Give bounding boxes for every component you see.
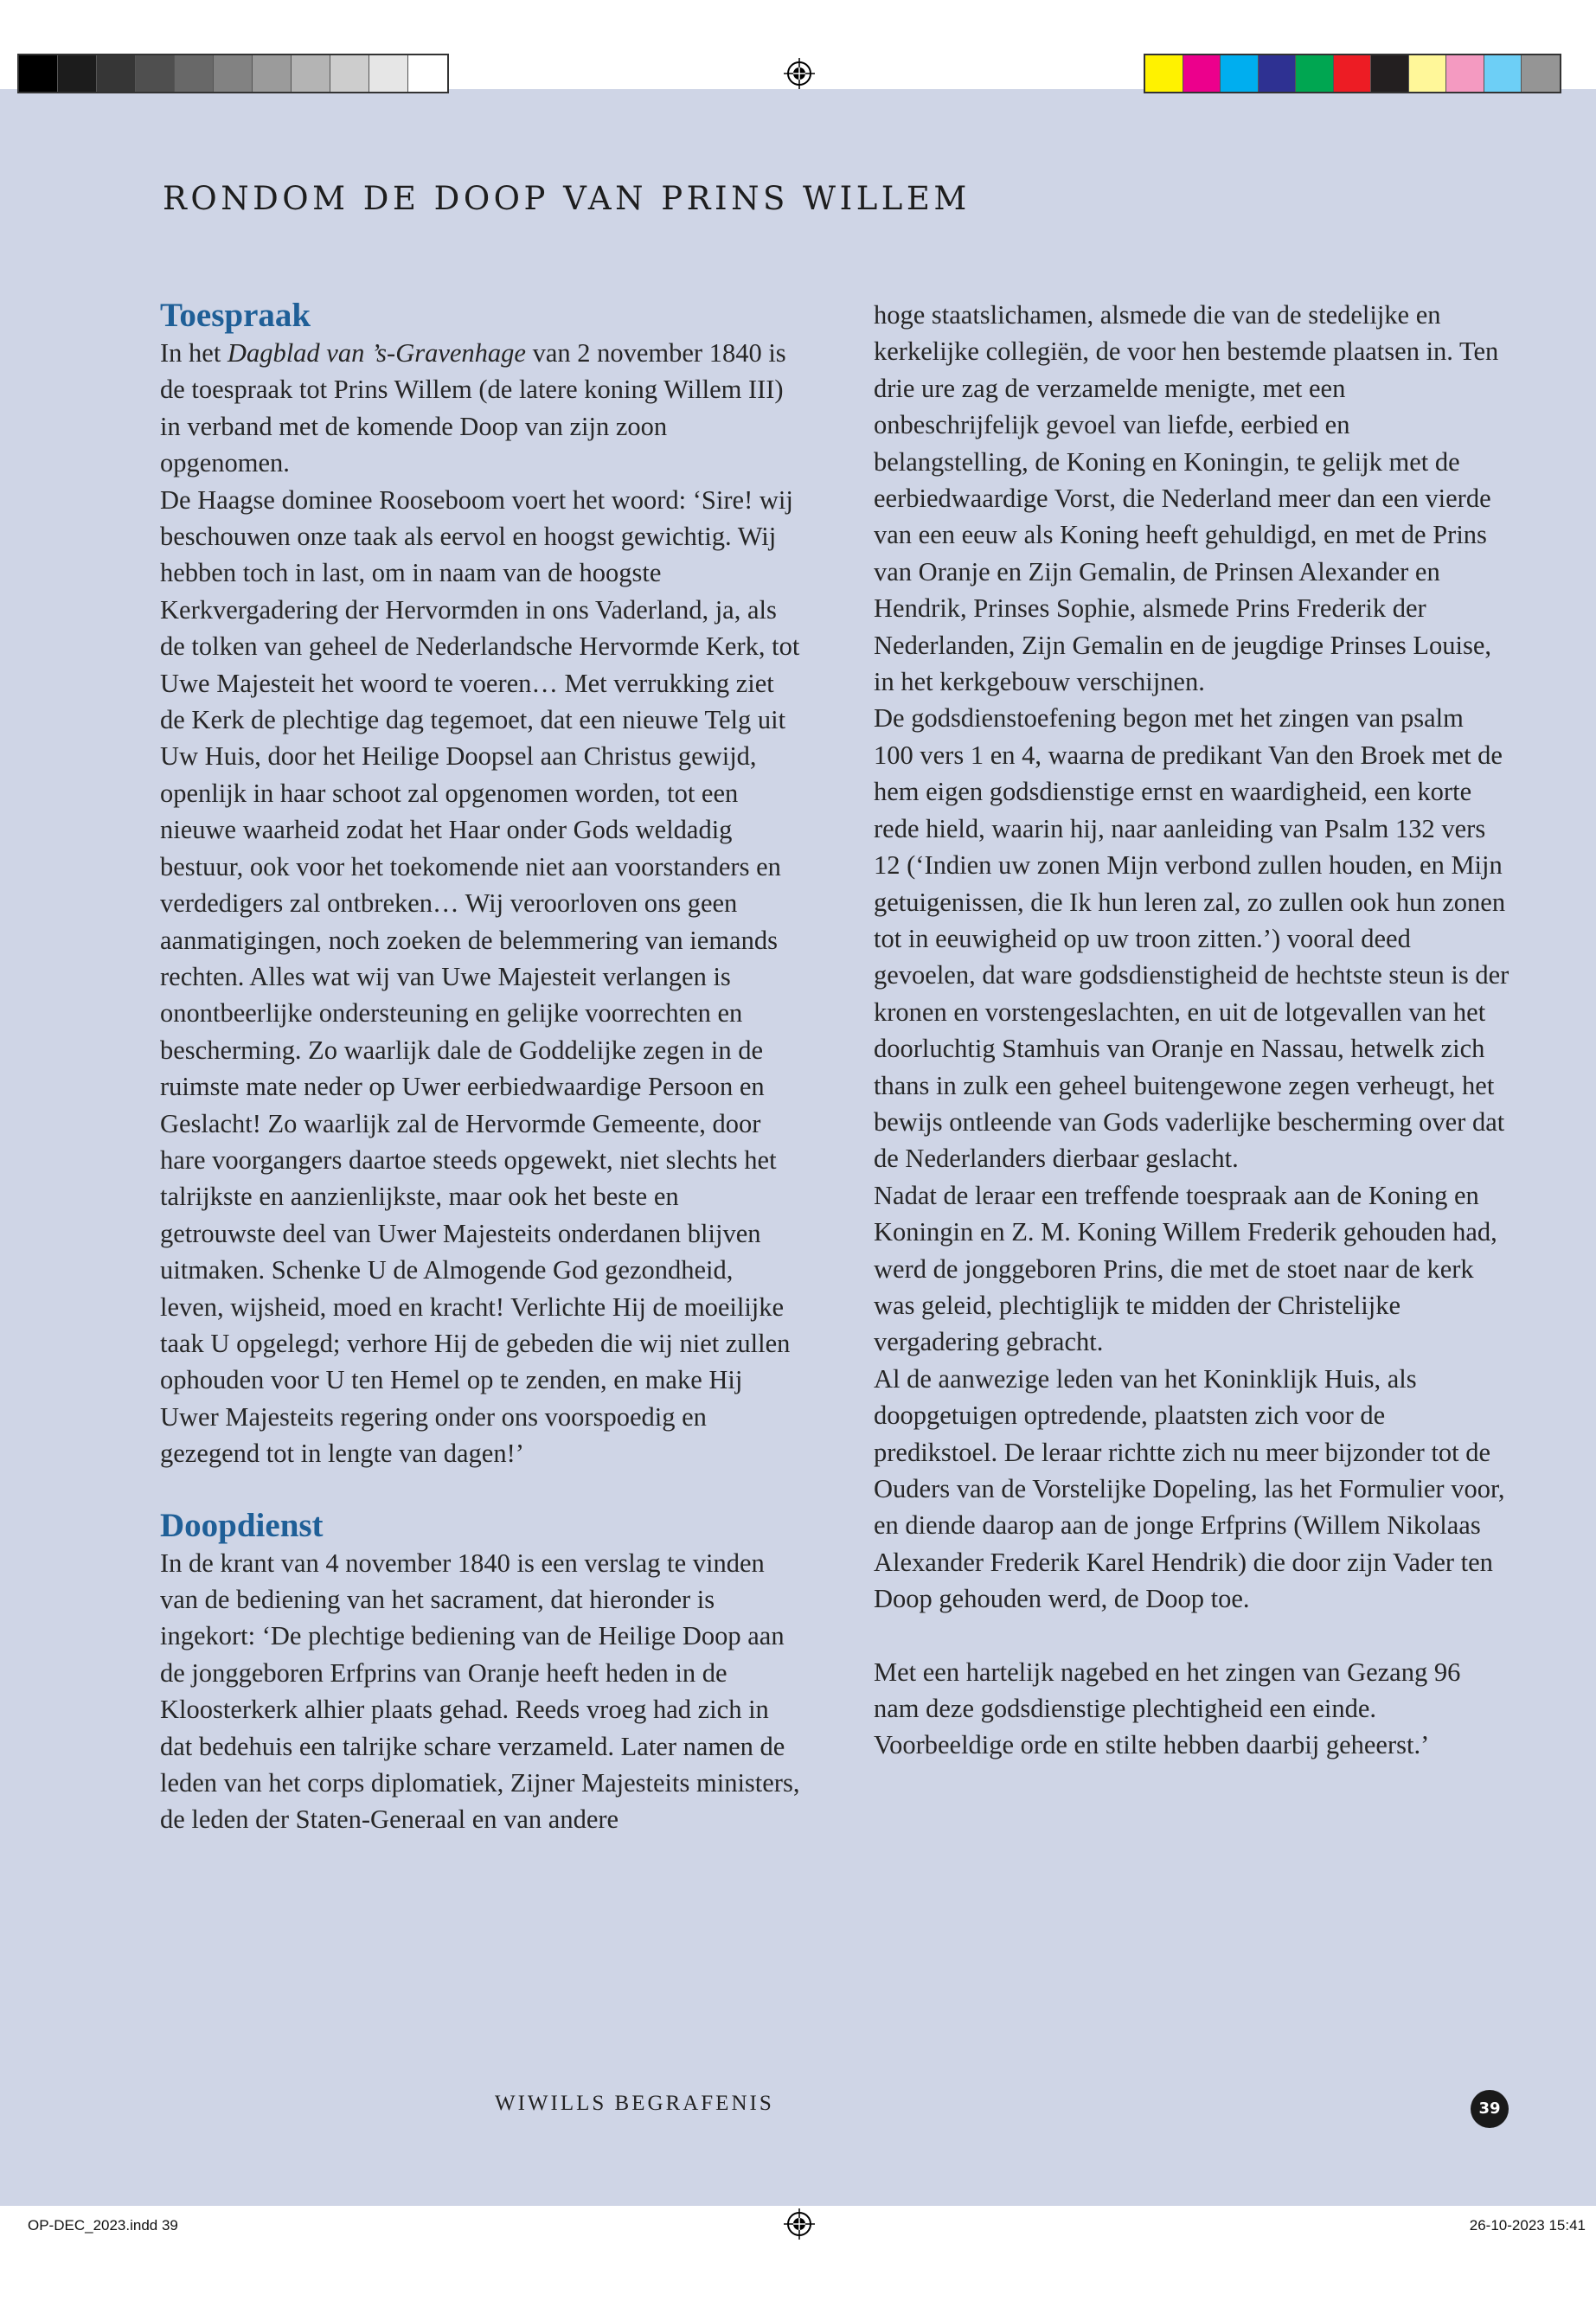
gray-swatch xyxy=(408,55,447,92)
speech-paragraph: De Haagse dominee Rooseboom voert het woord: ‘Sire! wij beschouwen onze taak als eervol en hoogst gewichtig. Wij hebben toch in last, om in naam van de hoogste Kerkvergadering der Hervormden in ons Vaderland, ja, als de tolken van geheel de Nederlandsche Hervormde Kerk, tot Uwe Majesteit het woord te voeren… Met verrukking ziet de Kerk de plechtige dag tegemoet, dat een nieuwe Telg uit Uw Huis, door het Heilige Doopsel aan Christus gewijd, openlijk in haar schoot zal opgenomen worden, tot een nieuwe waarheid zodat het Haar onder Gods weldadig bestuur, ook voor het toekomende niet aan voorstanders en verdedigers zal ontbreken… Wij veroorloven ons geen aanmatigingen, noch zoeken de belemmering van iemands rechten. Alles wat wij van Uwe Majesteit verlangen is onontbeerlijke ondersteuning en gelijke voorrechten en bescherming. Zo waarlijk dale de Goddelijke zegen in de ruimste mate neder op Uwer eerbiedwaardige Persoon en Geslacht! Zo waarlijk zal de Hervormde Gemeente, door hare voorgangers daartoe steeds opgewekt, niet slechts het talrijkste en aanzienlijkste, maar ook het beste en getrouwste deel van Uwer Majesteits onderdanen blijven uitmaken. Schenke U de Almogende God gezondheid, leven, wijsheid, moed en kracht! Verlichte Hij de moeilijke taak U opgelegd; verhore Hij de gebeden die wij niet zullen ophouden voor U ten Hemel op te zenden, en make Hij Uwer Majesteits regering onder ons voorspoedig en gezegend tot in lengte van dagen!’ xyxy=(160,484,800,1469)
color-swatch xyxy=(1296,55,1334,92)
color-swatch xyxy=(1371,55,1409,92)
color-swatch xyxy=(1484,55,1522,92)
footer-section-title: WIWILLS BEGRAFENIS xyxy=(495,2092,774,2115)
heading-toespraak: Toespraak xyxy=(160,297,311,334)
intro-paragraph: In het Dagblad van ’s-Gravenhage van 2 november 1840 is de toespraak tot Prins Willem (de latere koning Willem III) in verband met de komende Doop van zijn zoon opgenomen. xyxy=(160,338,786,478)
color-swatch xyxy=(1334,55,1372,92)
slug-file-info: OP-DEC_2023.indd 39 xyxy=(28,2217,178,2234)
gray-swatch xyxy=(19,55,58,92)
registration-mark-icon xyxy=(784,58,815,89)
color-swatch xyxy=(1409,55,1447,92)
closing-paragraph: Met een hartelijk nagebed en het zingen van Gezang 96 nam deze godsdienstige plechtigheid een einde. Voorbeeldige orde en stilte hebben daarbij geheerst.’ xyxy=(874,1657,1461,1760)
witnesses-paragraph: Al de aanwezige leden van het Koninklijk Huis, als doopgetuigen optredende, plaatsten zich voor de predikstoel. De leraar richtte zich nu meer bijzonder tot de Ouders van de Vorstelijke Dopeling, las het Formulier voor, en diende daarop aan de jonge Erfprins (Willem Nikolaas Alexander Frederik Karel Hendrik) die door zijn Vader ten Doop gehouden werd, de Doop toe. xyxy=(874,1363,1505,1614)
service-paragraph: De godsdienstoefening begon met het zingen van psalm 100 vers 1 en 4, waarna de predikant Van den Broek met de hem eigen godsdienstige ernst en waardigheid, een korte rede hield, waarin hij, naar aanleiding van Psalm 132 vers 12 (‘Indien uw zonen Mijn verbond zullen houden, en Mijn getuigenissen, die Ik hun leren zal, zo zullen ook hun zonen tot in eeuwigheid op uw troon zitten.’) vooral deed gevoelen, dat ware godsdienstigheid de hechtste steun is der kronen en vorstengeslachten, en uit de lotgevallen van het doorluchtig Stamhuis van Oranje en Nassau, hetwelk zich thans in zulk een geheel buitengewone zegen verheugt, het bewijs ontleende van Gods vaderlijke bescherming over dat de Nederlanders dierbaar geslacht. xyxy=(874,703,1509,1174)
gray-swatch xyxy=(97,55,136,92)
gray-swatch xyxy=(369,55,408,92)
color-swatch xyxy=(1145,55,1183,92)
doopdienst-paragraph: In de krant van 4 november 1840 is een verslag te vinden van de bediening van het sacrament, dat hieronder is ingekort: ‘De plechtige bediening van de Heilige Doop aan de jonggeboren Erfprins van Oranje heeft heden in de Kloosterkerk alhier plaats gehad. Reeds vroeg had zich in dat bedehuis een talrijke schare verzameld. Later namen de leden van het corps diplomatiek, Zijner Majesteits ministers, de leden der Staten-Generaal en van andere xyxy=(160,1548,800,1835)
gray-swatch xyxy=(136,55,175,92)
gray-swatch xyxy=(253,55,292,92)
color-swatch xyxy=(1221,55,1259,92)
right-column xyxy=(874,297,1509,1764)
color-swatch xyxy=(1259,55,1297,92)
grayscale-calibration-bar xyxy=(17,54,449,93)
gray-swatch xyxy=(292,55,330,92)
gray-swatch xyxy=(175,55,214,92)
color-swatch xyxy=(1522,55,1560,92)
heading-doopdienst: Doopdienst xyxy=(160,1506,324,1544)
left-column xyxy=(160,297,800,1838)
running-header: RONDOM DE DOOP VAN PRINS WILLEM xyxy=(163,180,971,217)
color-swatch xyxy=(1183,55,1221,92)
slug-date-info: 26-10-2023 15:41 xyxy=(1469,2217,1586,2234)
continued-paragraph: hoge staatslichamen, alsmede die van de stedelijke en kerkelijke collegiën, de voor hen bestemde plaatsen in. Ten drie ure zag de verzamelde menigte, met een onbeschrijfelijk gevoel van liefde, eerbied en belangstelling, de Koning en Koningin, te gelijk met de eerbiedwaardige Vorst, die Nederland meer dan een vierde van een eeuw als Koning heeft gehuldigd, en met de Prins van Oranje en Zijn Gemalin, de Prinsen Alexander en Hendrik, Prinses Sophie, alsmede Prins Frederik der Nederlanden, Zijn Gemalin en de jeugdige Prinses Louise, in het kerkgebouw verschijnen. xyxy=(874,300,1499,697)
gray-swatch xyxy=(330,55,369,92)
registration-mark-icon xyxy=(784,2208,815,2240)
page-number-badge: 39 xyxy=(1471,2090,1509,2128)
color-calibration-bar xyxy=(1144,54,1561,93)
baptism-paragraph: Nadat de leraar een treffende toespraak aan de Koning en Koningin en Z. M. Koning Willem Frederik gehouden had, werd de jonggeboren Prins, die met de stoet naar de kerk was geleid, plechtiglijk te midden der Christelijke vergadering gebracht. xyxy=(874,1180,1497,1357)
gray-swatch xyxy=(58,55,97,92)
gray-swatch xyxy=(214,55,253,92)
newspaper-title: Dagblad van ’s-Gravenhage xyxy=(227,338,526,368)
color-swatch xyxy=(1446,55,1484,92)
